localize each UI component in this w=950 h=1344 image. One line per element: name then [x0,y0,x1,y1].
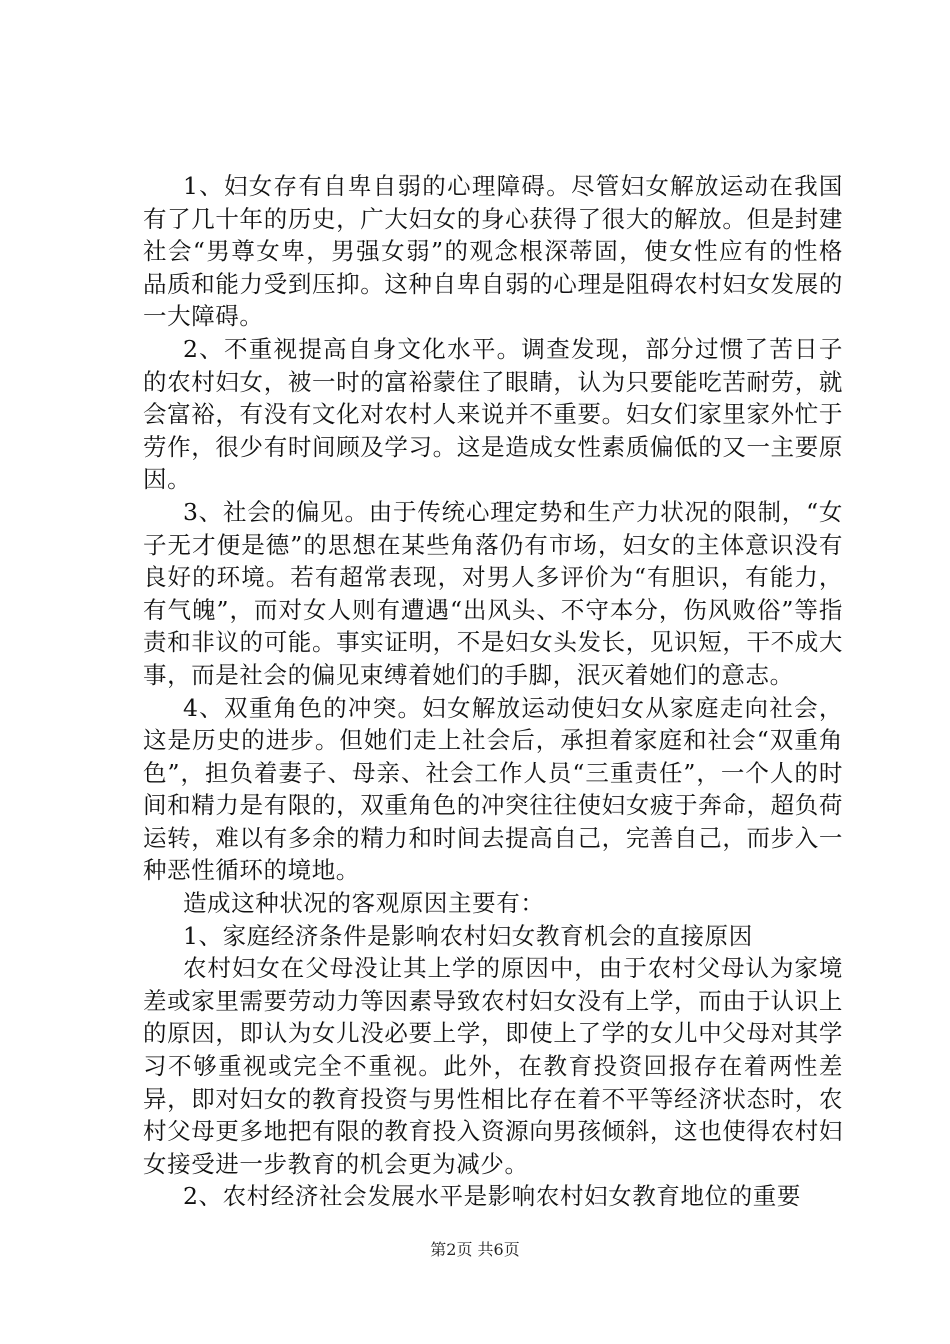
paragraph-8: 2、农村经济社会发展水平是影响农村妇女教育地位的重要 [182,1182,801,1211]
paragraph-7: 农村妇女在父母没让其上学的原因中，由于农村父母认为家境差或家里需要劳动力等因素导致农村妇女没有上学，而由于认识上的原因，即认为女儿没必要上学，即使上了学的女儿中父母对其学习不够重视或完全不重视。此外，在教育投资回报存在着两性差异，即对妇女的教育投资与男性相比存在着不平等经济状态时，农村父母更多地把有限的教育投入资源向男孩倾斜，这也使得农村妇女接受进一步教育的机会更为减少。 [143,954,843,1178]
paragraph-3: 3、社会的偏见。由于传统心理定势和生产力状况的限制，“女子无才便是德”的思想在某些角落仍有市场，妇女的主体意识没有良好的环境。若有超常表现，对男人多评价为“有胆识，有能力，有气魄”，而对女人则有遭遇“出风头、不守本分，伤风败俗”等指责和非议的可能。事实证明，不是妇女头发长，见识短，干不成大事，而是社会的偏见束缚着她们的手脚，泯灭着她们的意志。 [143,497,843,689]
paragraph-2: 2、不重视提高自身文化水平。调查发现，部分过惯了苦日子的农村妇女，被一时的富裕蒙住了眼睛，认为只要能吃苦耐劳，就会富裕，有没有文化对农村人来说并不重要。妇女们家里家外忙于劳作，很少有时间顾及学习。这是造成女性素质偏低的又一主要原因。 [143,334,843,494]
page-number-footer: 第2页 共6页 [430,1240,520,1259]
paragraph-4: 4、双重角色的冲突。妇女解放运动使妇女从家庭走向社会，这是历史的进步。但她们走上社会后，承担着家庭和社会“双重角色”，担负着妻子、母亲、社会工作人员“三重责任”，一个人的时间和精力是有限的，双重角色的冲突往往使妇女疲于奔命，超负荷运转，难以有多余的精力和时间去提高自己，完善自己，而步入一种恶性循环的境地。 [143,693,843,885]
paragraph-5: 造成这种状况的客观原因主要有： [182,889,545,918]
paragraph-6: 1、家庭经济条件是影响农村妇女教育机会的直接原因 [182,921,753,950]
paragraph-1: 1、妇女存有自卑自弱的心理障碍。尽管妇女解放运动在我国有了几十年的历史，广大妇女的身心获得了很大的解放。但是封建社会“男尊女卑，男强女弱”的观念根深蒂固，使女性应有的性格品质和能力受到压抑。这种自卑自弱的心理是阻碍农村妇女发展的一大障碍。 [143,172,843,331]
document-body [143,170,843,1213]
